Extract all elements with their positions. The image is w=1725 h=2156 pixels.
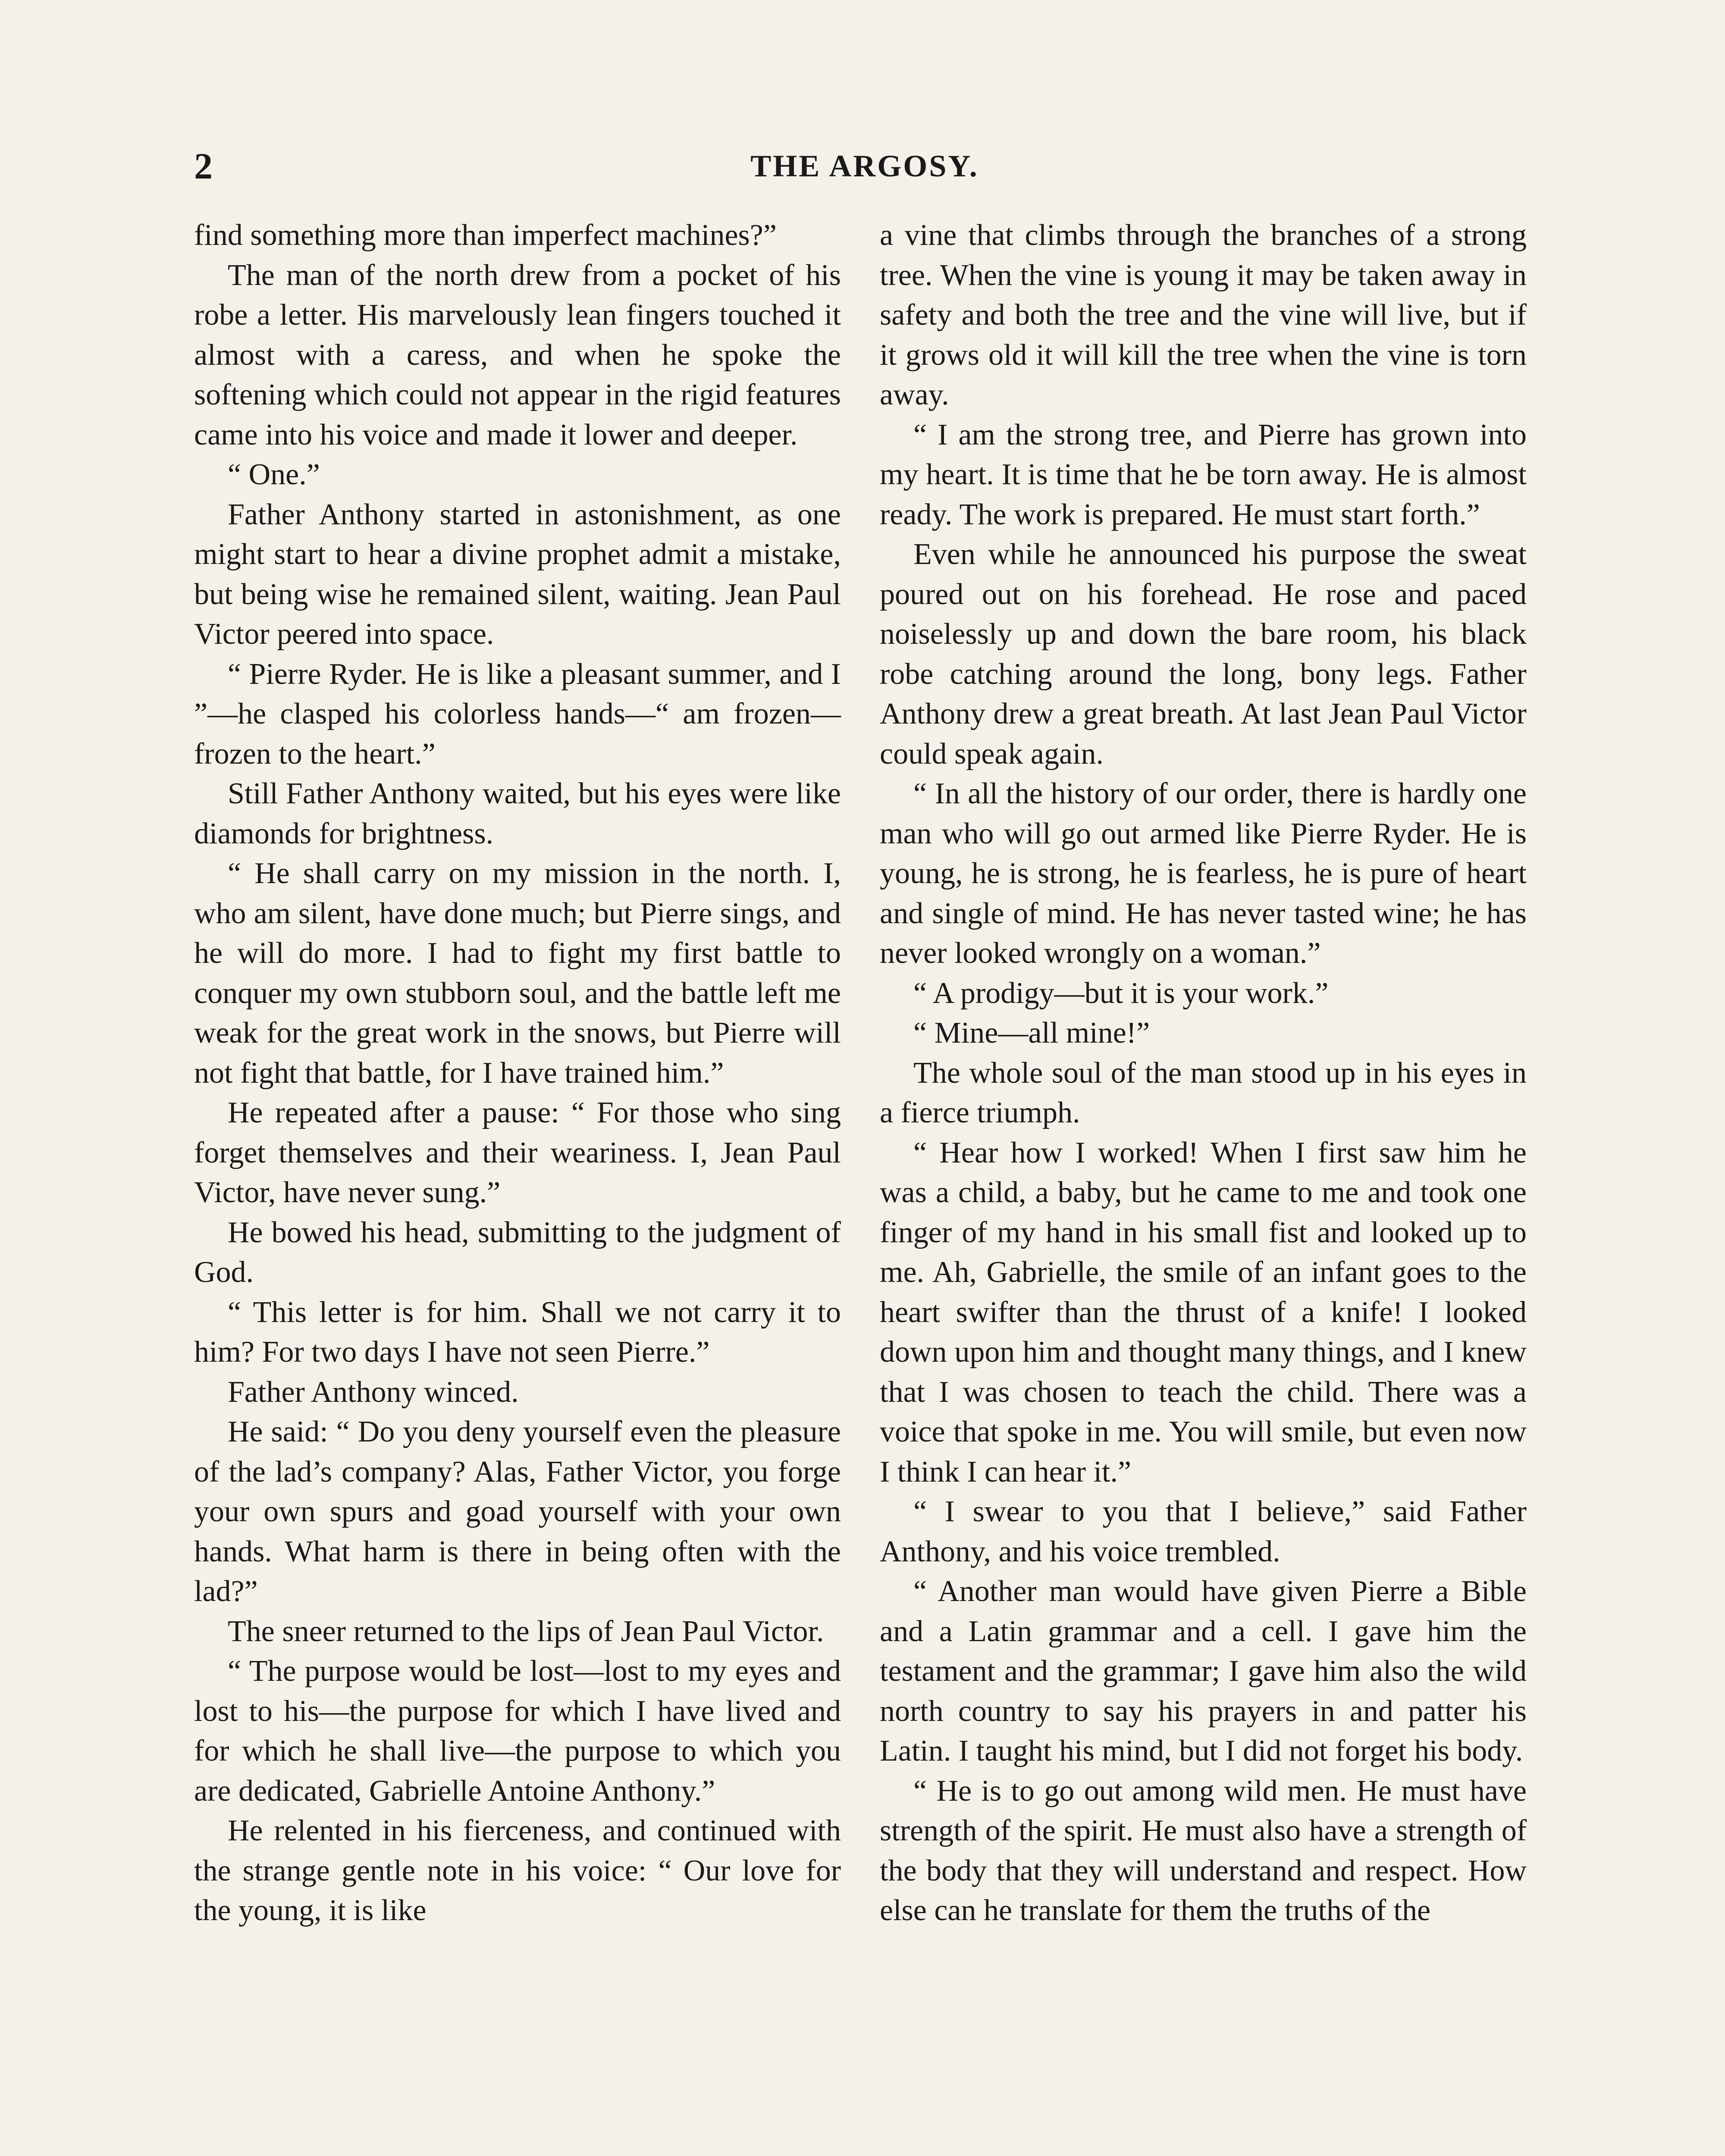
right-column [880, 216, 1527, 1931]
paragraph: “ He shall carry on my mission in the north. I, who am silent, have done much; but Pierre sings, and he will do more. I had to fight my first battle to conquer my own stubborn soul, and the battle left me weak for the great work in the snows, but Pierre will not fight that battle, for I have trained him.” [194, 857, 841, 1090]
paragraph: The man of the north drew from a pocket of his robe a letter. His marvelously lean fingers touched it almost with a caress, and when he spoke the softening which could not appear in the rigid features came into his voice and made it lower and deeper. [194, 258, 841, 451]
paragraph: “ I am the strong tree, and Pierre has grown into my heart. It is time that he be torn away. He is almost ready. The work is prepared. He must start forth.” [880, 418, 1527, 531]
page-header [194, 142, 1535, 190]
paragraph: He bowed his head, submitting to the judgment of God. [194, 1216, 841, 1289]
paragraph: “ Another man would have given Pierre a Bible and a Latin grammar and a cell. I gave him the testament and the grammar; I gave him also the wild north country to say his prayers in and patter his Latin. I taught his mind, but I did not forget his body. [880, 1575, 1527, 1767]
paragraph: “ Mine—all mine!” [913, 1016, 1150, 1050]
paragraph: The whole soul of the man stood up in his eyes in a fierce triumph. [880, 1056, 1527, 1129]
paragraph: He repeated after a pause: “ For those who sing forget themselves and their weariness. I, Jean Paul Victor, have never sung.” [194, 1096, 841, 1209]
paragraph: Father Anthony started in astonishment, as one might start to hear a divine prophet admit a mistake, but being wise he remained silent, waiting. Jean Paul Victor peered into space. [194, 498, 841, 651]
paragraph: “ The purpose would be lost—lost to my eyes and lost to his—the purpose for which I have lived and for which he shall live—the purpose to which you are dedicated, Gabrielle Antoine Anthony.” [194, 1655, 841, 1808]
paragraph: find something more than imperfect machines?” [194, 219, 777, 252]
paragraph: “ This letter is for him. Shall we not carry it to him? For two days I have not seen Pierre.” [194, 1295, 841, 1369]
paragraph: The sneer returned to the lips of Jean Paul Victor. [228, 1614, 824, 1648]
paragraph: Father Anthony winced. [228, 1375, 519, 1409]
paragraph: a vine that climbs through the branches of a strong tree. When the vine is young it may be taken away in safety and both the tree and the vine will live, but if it grows old it will kill the tree when the vine is torn away. [880, 219, 1527, 411]
paragraph: “ He is to go out among wild men. He must have strength of the spirit. He must also have a strength of the body that they will understand and respect. How else can he translate for them the truths of the [880, 1774, 1527, 1927]
running-title: THE ARGOSY. [750, 149, 979, 183]
left-column [194, 216, 841, 1931]
paragraph: He relented in his fierceness, and continued with the strange gentle note in his voice: “ Our love for the young, it is like [194, 1814, 841, 1927]
paragraph: “ I swear to you that I believe,” said Father Anthony, and his voice trembled. [880, 1495, 1527, 1568]
paragraph: “ Hear how I worked! When I first saw him he was a child, a baby, but he came to me and took one finger of my hand in his small fist and looked up to me. Ah, Gabrielle, the smile of an infant goes to the heart swifter than the thrust of a knife! I looked down upon him and thought many things, and I knew that I was chosen to teach the child. There was a voice that spoke in me. You will smile, but even now I think I can hear it.” [880, 1136, 1527, 1489]
paragraph: “ In all the history of our order, there is hardly one man who will go out armed like Pierre Ryder. He is young, he is strong, he is fearless, he is pure of heart and single of mind. He has never tasted wine; he has never looked wrongly on a woman.” [880, 777, 1527, 970]
page-number: 2 [194, 145, 213, 187]
paragraph: “ A prodigy—but it is your work.” [913, 976, 1329, 1010]
paragraph: “ Pierre Ryder. He is like a pleasant summer, and I ”—he clasped his colorless hands—“ am frozen—frozen to the heart.” [194, 657, 841, 771]
paragraph: He said: “ Do you deny yourself even the pleasure of the lad’s company? Alas, Father Victor, you forge your own spurs and goad yourself with your own hands. What harm is there in being often with the lad?” [194, 1415, 841, 1608]
paragraph: Even while he announced his purpose the sweat poured out on his forehead. He rose and paced noiselessly up and down the bare room, his black robe catching around the long, bony legs. Father Anthony drew a great breath. At last Jean Paul Victor could speak again. [880, 538, 1527, 771]
paragraph: Still Father Anthony waited, but his eyes were like diamonds for brightness. [194, 777, 841, 850]
paragraph: “ One.” [228, 458, 320, 491]
